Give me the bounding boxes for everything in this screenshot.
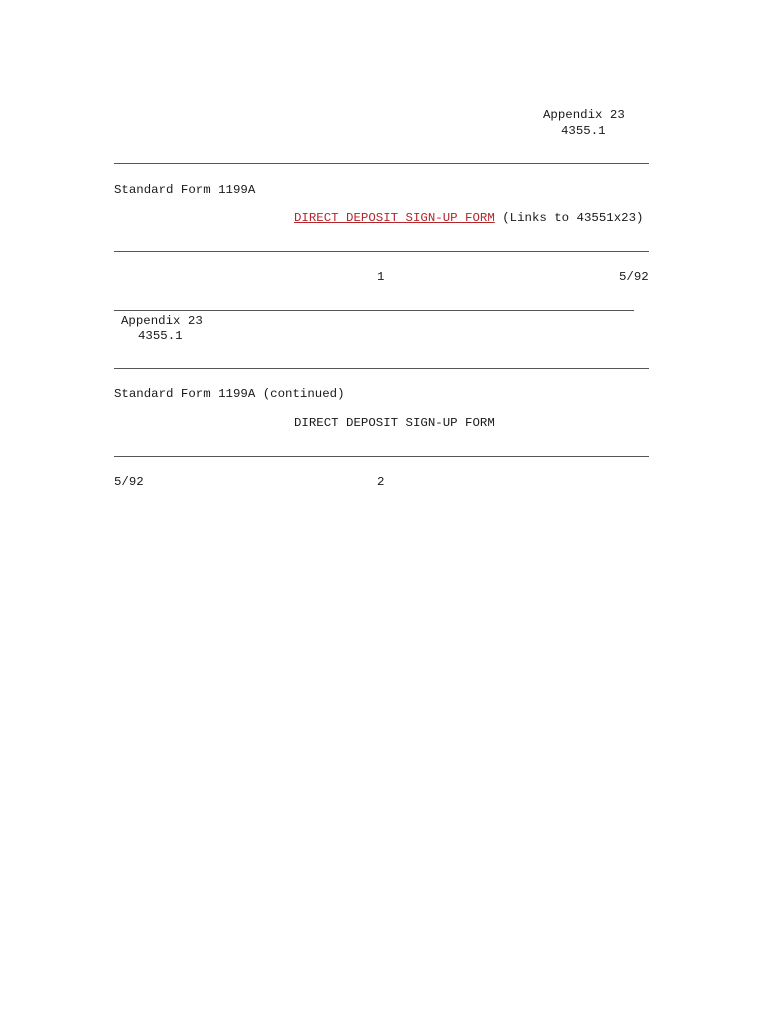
page-date: 5/92 <box>114 475 144 489</box>
form-name: Standard Form 1199A <box>114 183 256 197</box>
form-name: Standard Form 1199A (continued) <box>114 387 345 401</box>
page-date: 5/92 <box>619 270 649 284</box>
page-number: 2 <box>377 475 385 489</box>
form-title-line <box>294 211 643 225</box>
divider-rule <box>114 456 649 457</box>
page-separator-rule <box>114 310 634 311</box>
page-number: 1 <box>377 270 385 284</box>
appendix-label: Appendix 23 <box>121 314 203 328</box>
section-number: 4355.1 <box>138 329 183 343</box>
divider-rule <box>114 163 649 164</box>
form-title: DIRECT DEPOSIT SIGN-UP FORM <box>294 416 495 430</box>
divider-rule <box>114 368 649 369</box>
form-link-note: (Links to 43551x23) <box>494 211 644 225</box>
direct-deposit-form-link[interactable]: DIRECT DEPOSIT SIGN-UP FORM <box>294 211 495 225</box>
divider-rule <box>114 251 649 252</box>
section-number: 4355.1 <box>561 124 606 138</box>
appendix-label: Appendix 23 <box>543 108 625 122</box>
